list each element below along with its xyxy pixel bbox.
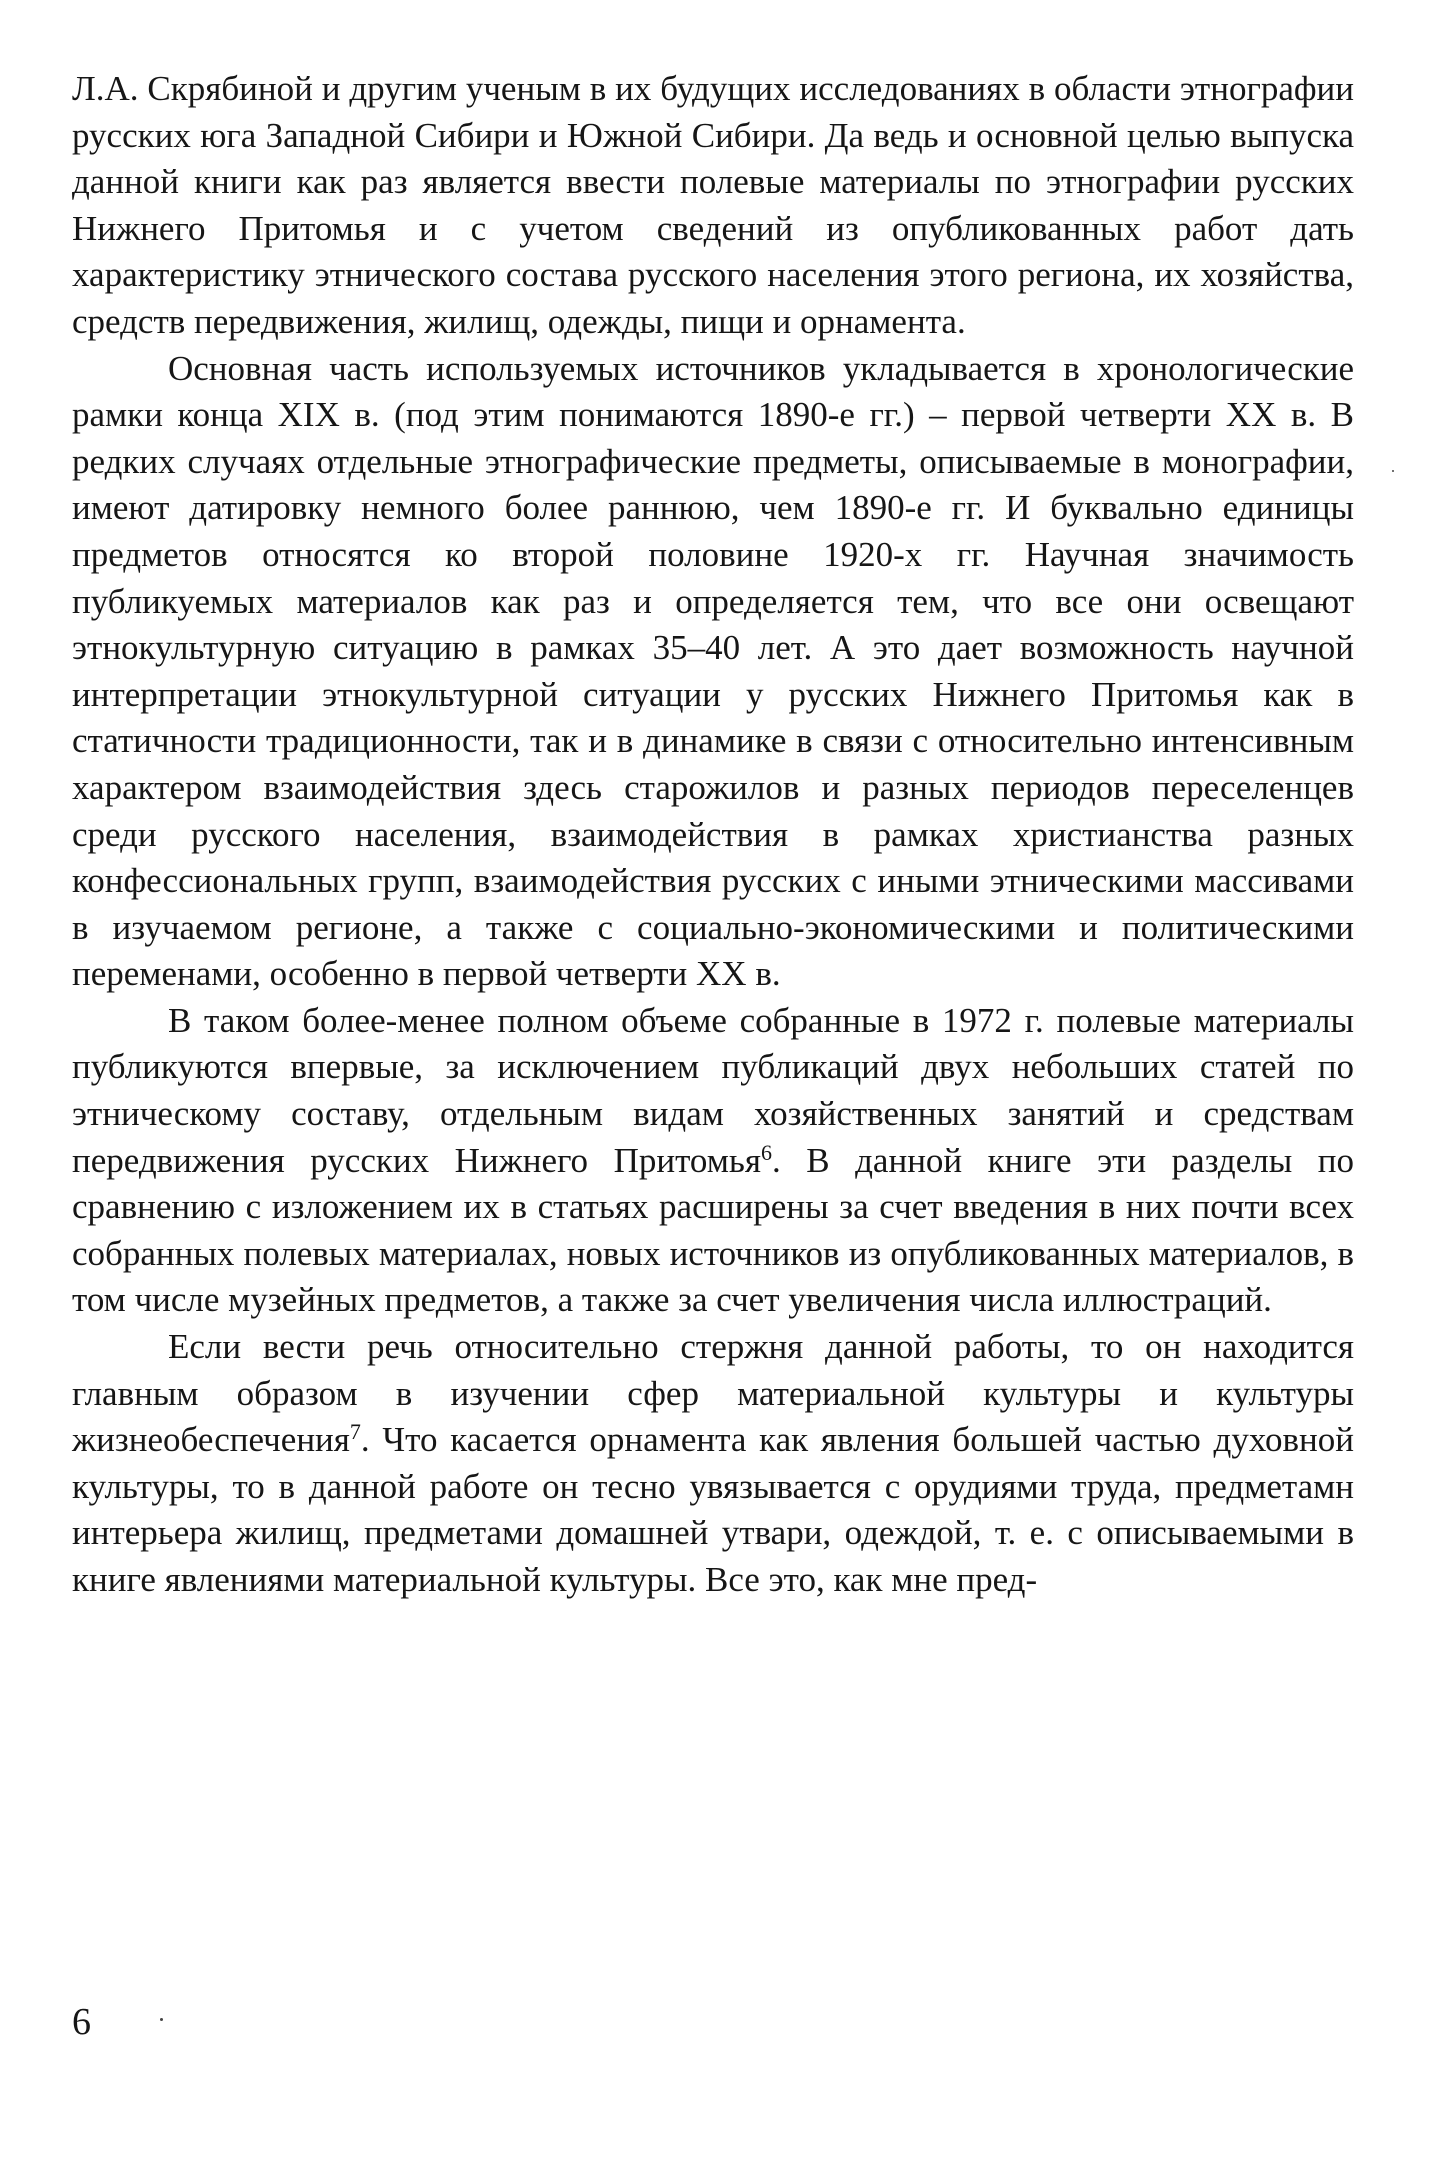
scan-speck	[1392, 470, 1394, 472]
footnote-marker-6: 6	[760, 1139, 772, 1165]
paragraph-3	[72, 998, 1354, 1324]
scan-speck	[160, 2018, 163, 2021]
footnote-marker-7: 7	[349, 1419, 361, 1445]
paragraph-4-text-after: . Что касается орнамента как явления большей частью духовной культуры, то в данной работе он тесно увязывается с орудиями труда, предметамн интерьера жилищ, предметами домашней утвари, одеждой, т. е. с описываемыми в книге явлениями материальной культуры. Все это, как мне пред-	[72, 1420, 1354, 1599]
paragraph-3-text-after: . В данной книге эти разделы по сравнению с изложением их в статьях расширены за счет введения в них почти всех собранных полевых материалах, новых источников из опубликованных материалов, в том числе музейных предметов, а также за счет увеличения числа иллюстраций.	[72, 1140, 1354, 1320]
paragraph-2: Основная часть используемых источников укладывается в хронологические рамки конца XIX в. (под этим понимаются 1890-е гг.) – первой четверти XX в. В редких случаях отдельные этнографические предметы, описываемые в монографии, имеют датировку немного более раннюю, чем 1890-е гг. И буквально единицы предметов относятся ко второй половине 1920-х гг. Научная значимость публикуемых материалов как раз и определяется тем, что все они освещают этнокультурную ситуацию в рамках 35–40 лет. А это дает возможность научной интерпретации этнокультурной ситуации у русских Нижнего Притомья как в статичности традиционности, так и в динамике в связи с относительно интенсивным характером взаимодействия здесь старожилов и разных периодов переселенцев среди русского населения, взаимодействия в рамках христианства разных конфессиональных групп, взаимодействия русских с иными этническими массивами в изучаемом регионе, а также с социально-экономическими и политическими переменами, особенно в первой четверти XX в.	[72, 348, 1354, 994]
paragraph-3-text-before: В таком более-менее полном объеме собранные в 1972 г. полевые материалы публикуются впервые, за исключением публикаций двух небольших статей по этническому составу, отдельным видам хозяйственных занятий и средствам передвижения русских Нижнего Притомья	[72, 1000, 1354, 1180]
paragraph-1: Л.А. Скрябиной и другим ученым в их будущих исследованиях в области этнографии русских юга Западной Сибири и Южной Сибири. Да ведь и основной целью выпуска данной книги как раз является ввести полевые материалы по этнографии русских Нижнего Притомья и с учетом сведений из опубликованных работ дать характеристику этнического состава русского населения этого региона, их хозяйства, средств передвижения, жилищ, одежды, пищи и орнамента.	[72, 69, 1354, 341]
body-text	[72, 66, 1354, 1604]
paragraph-4-text-before: Если вести речь относительно стержня данной работы, то он находится главным образом в изучении сфер материальной культуры и культуры жизнеобеспечения	[72, 1327, 1354, 1460]
paragraph-4	[72, 1324, 1354, 1604]
page-number: 6	[72, 2001, 91, 2043]
